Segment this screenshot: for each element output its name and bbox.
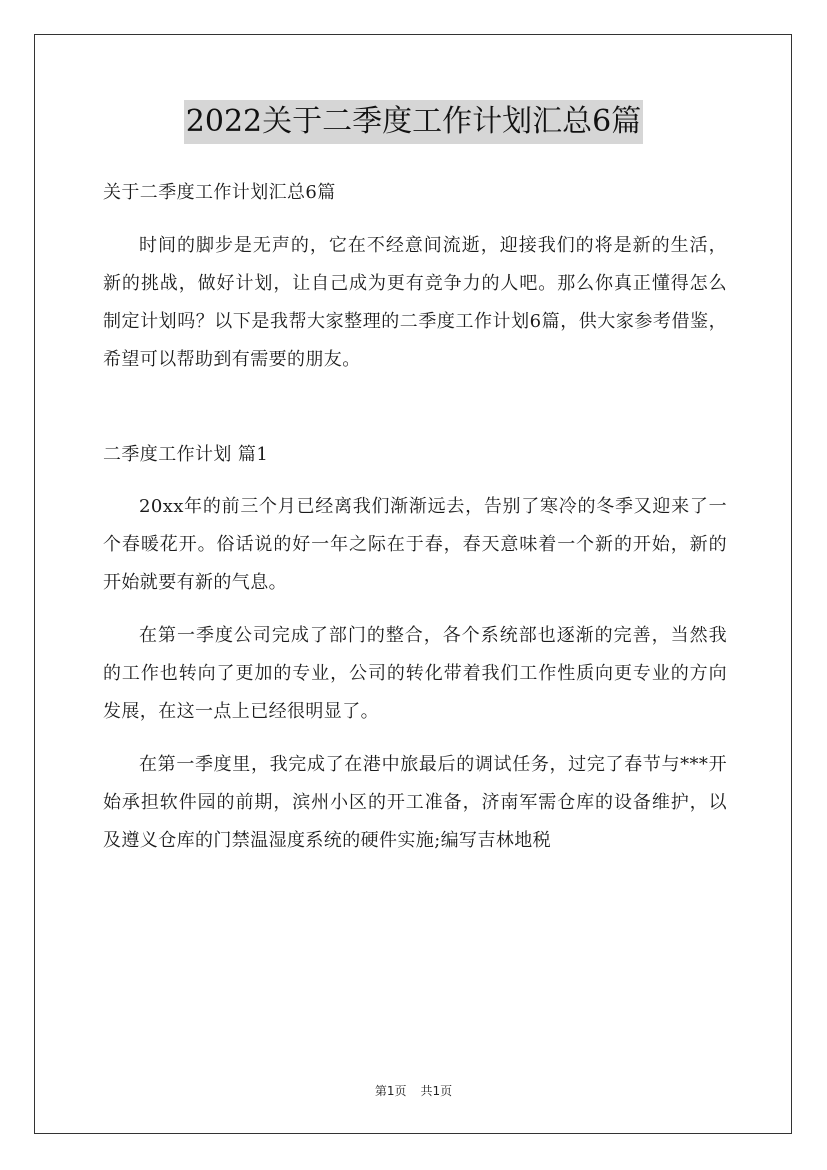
page-total: 共1页 [420,1084,453,1098]
document-subtitle: 关于二季度工作计划汇总6篇 [103,182,336,203]
document-title: 2022关于二季度工作计划汇总6篇 [184,100,643,144]
spacer [103,394,727,436]
page-footer [0,1082,827,1099]
title-container [0,100,827,144]
body-paragraph-2: 在第一季度公司完成了部门的整合，各个系统部也逐渐的完善，当然我的工作也转向了更加的专业，公司的转化带着我们工作性质向更专业的方向发展，在这一点上已经很明显了。 [103,625,727,722]
page-number: 第1页 [374,1084,407,1098]
intro-paragraph: 时间的脚步是无声的，它在不经意间流逝，迎接我们的将是新的生活，新的挑战，做好计划，让自己成为更有竞争力的人吧。那么你真正懂得怎么制定计划吗？以下是我帮大家整理的二季度工作计划6篇，供大家参考借鉴，希望可以帮助到有需要的朋友。 [103,235,727,370]
document-body [103,174,727,875]
section-heading: 二季度工作计划 篇1 [103,444,269,465]
body-paragraph-1: 20xx年的前三个月已经离我们渐渐远去，告别了寒冷的冬季又迎来了一个春暖花开。俗话说的好一年之际在于春，春天意味着一个新的开始，新的开始就要有新的气息。 [103,496,727,593]
body-paragraph-3: 在第一季度里，我完成了在港中旅最后的调试任务，过完了春节与***开始承担软件园的前期，滨州小区的开工准备，济南军需仓库的设备维护，以及遵义仓库的门禁温湿度系统的硬件实施;编写吉林地税 [103,754,727,851]
